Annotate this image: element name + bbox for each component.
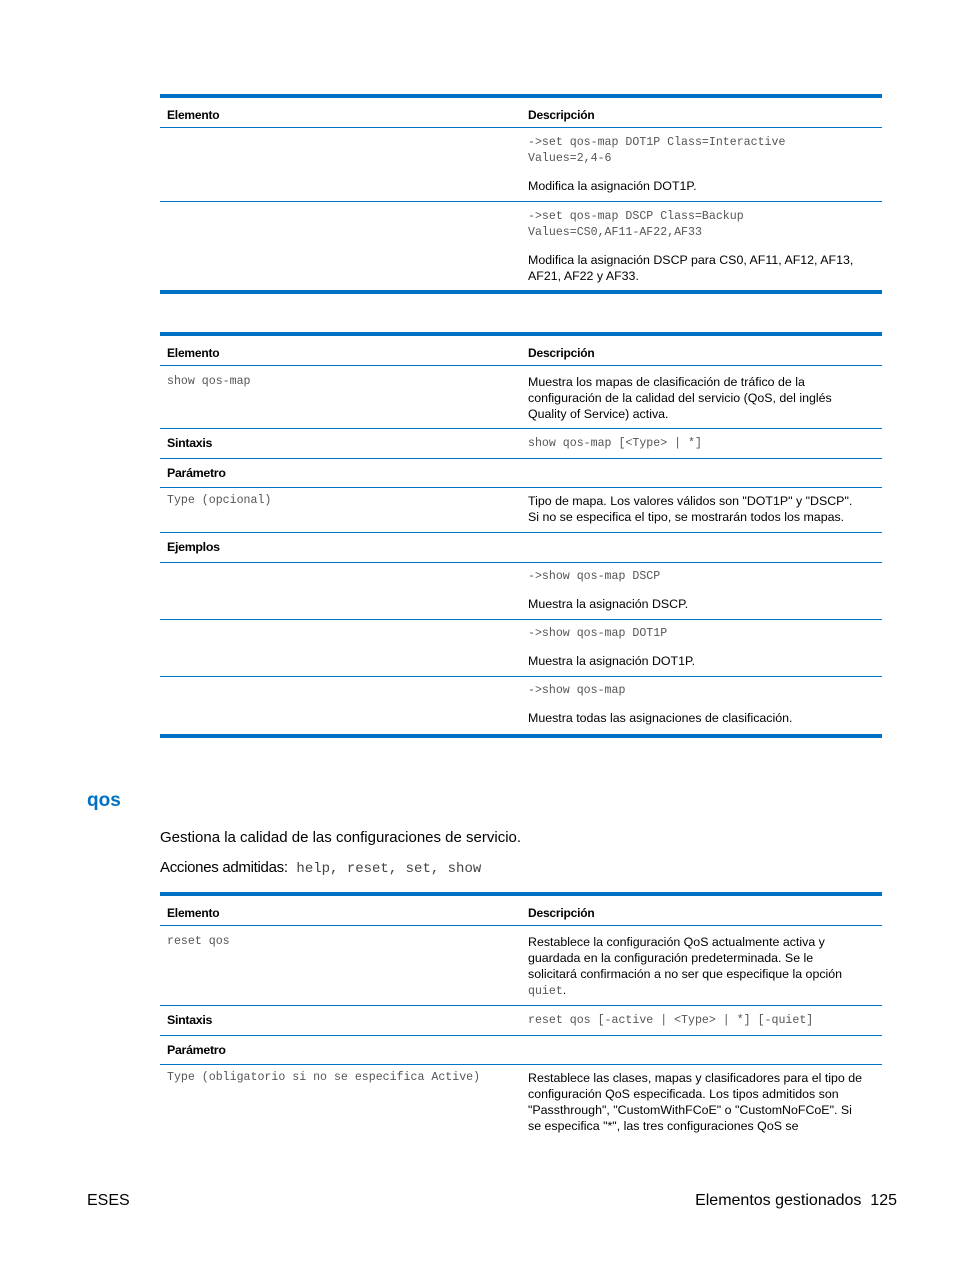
description-line: Quality of Service) activa. [528, 407, 669, 421]
command-name: reset qos [167, 935, 230, 948]
supported-actions [160, 859, 481, 877]
example-code: ->show qos-map DOT1P [528, 627, 668, 640]
actions-colon: : [283, 859, 289, 876]
parameter-row [160, 488, 882, 533]
section-title: qos [87, 790, 121, 811]
example-cell [528, 683, 878, 726]
table-bottom-rule [160, 734, 882, 738]
example-cell [528, 209, 878, 284]
description-line: se especifica "*", las tres configuraciones QoS se [528, 1119, 799, 1133]
syntax-value: show qos-map [<Type> | *] [528, 437, 702, 450]
description-line: Muestra los mapas de clasificación de tráfico de la [528, 375, 805, 389]
example-cell [528, 569, 878, 612]
syntax-row [160, 1006, 882, 1036]
example-description: Modifica la asignación DOT1P. [528, 179, 697, 193]
parameter-description [528, 493, 878, 525]
table-set-qos-map-examples [160, 94, 882, 294]
description-line: Tipo de mapa. Los valores válidos son "DOT1P" y "DSCP". [528, 494, 853, 508]
description-line: configuración de la calidad del servicio (QoS, del inglés [528, 391, 832, 405]
parameter-label: Parámetro [167, 466, 226, 480]
parameter-header-row [160, 459, 882, 488]
parameter-name: Type (obligatorio si no se especifica Active) [167, 1071, 481, 1084]
table-row [160, 366, 882, 429]
command-name: show qos-map [167, 375, 251, 388]
example-row [160, 677, 882, 734]
command-description [528, 934, 878, 1000]
table-reset-qos [160, 892, 882, 1145]
table-row [160, 926, 882, 1006]
actions-list: help, reset, set, show [288, 861, 482, 877]
section-intro: Gestiona la calidad de las configuraciones de servicio. [160, 829, 522, 846]
description-line: configuración QoS especificada. Los tipos admitidos son [528, 1087, 839, 1101]
page-number: 125 [870, 1192, 897, 1209]
header-descripcion: Descripción [528, 906, 595, 920]
description-line: guardada en la configuración predeterminada. Se le [528, 951, 814, 965]
syntax-label: Sintaxis [167, 1013, 213, 1027]
description-line: Restablece la configuración QoS actualmente activa y [528, 935, 825, 949]
example-cell [528, 626, 878, 669]
header-elemento: Elemento [167, 346, 220, 360]
table-show-qos-map [160, 332, 882, 738]
example-code-line: ->set qos-map DOT1P Class=Interactive [528, 136, 786, 149]
header-descripcion: Descripción [528, 108, 595, 122]
syntax-row [160, 429, 882, 459]
syntax-value: reset qos [-active | <Type> | *] [-quiet] [528, 1014, 814, 1027]
parameter-description [528, 1070, 878, 1134]
table-header-row [160, 336, 882, 366]
example-description: Muestra todas las asignaciones de clasificación. [528, 711, 793, 725]
description-line: "Passthrough", "CustomWithFCoE" o "CustomNoFCoE". Si [528, 1103, 852, 1117]
header-elemento: Elemento [167, 108, 220, 122]
footer-right [695, 1192, 897, 1210]
example-description: Muestra la asignación DOT1P. [528, 654, 696, 668]
examples-header-row [160, 533, 882, 563]
table-row [160, 202, 882, 290]
example-code-line: Values=2,4-6 [528, 152, 612, 165]
description-period: . [562, 983, 567, 997]
example-row [160, 563, 882, 620]
syntax-label: Sintaxis [167, 436, 213, 450]
table-header-row [160, 98, 882, 128]
footer-section-title: Elementos gestionados [695, 1192, 862, 1209]
quiet-option-code: quiet [528, 985, 563, 998]
command-description [528, 374, 878, 422]
example-code: ->show qos-map DSCP [528, 570, 661, 583]
example-description: AF21, AF22 y AF33. [528, 269, 639, 283]
parameter-row [160, 1065, 882, 1145]
actions-label: Acciones admitidas [160, 859, 284, 876]
example-cell [528, 135, 878, 194]
description-line [528, 982, 878, 1000]
description-line: Restablece las clases, mapas y clasificadores para el tipo de [528, 1071, 863, 1085]
parameter-label: Parámetro [167, 1043, 226, 1057]
example-code-line: ->set qos-map DSCP Class=Backup [528, 210, 744, 223]
description-line: solicitará confirmación a no ser que especifique la opción [528, 967, 843, 981]
footer-left: ESES [87, 1192, 130, 1209]
table-bottom-rule [160, 290, 882, 294]
parameter-name: Type (opcional) [167, 494, 272, 507]
header-elemento: Elemento [167, 906, 220, 920]
description-line: Si no se especifica el tipo, se mostrarán todos los mapas. [528, 510, 845, 524]
example-row [160, 620, 882, 677]
example-code: ->show qos-map [528, 684, 626, 697]
example-description: Modifica la asignación DSCP para CS0, AF11, AF12, AF13, [528, 253, 854, 267]
table-row [160, 128, 882, 202]
parameter-header-row [160, 1036, 882, 1065]
example-code-line: Values=CS0,AF11-AF22,AF33 [528, 226, 702, 239]
example-description: Muestra la asignación DSCP. [528, 597, 689, 611]
table-header-row [160, 896, 882, 926]
header-descripcion: Descripción [528, 346, 595, 360]
examples-label: Ejemplos [167, 540, 220, 554]
